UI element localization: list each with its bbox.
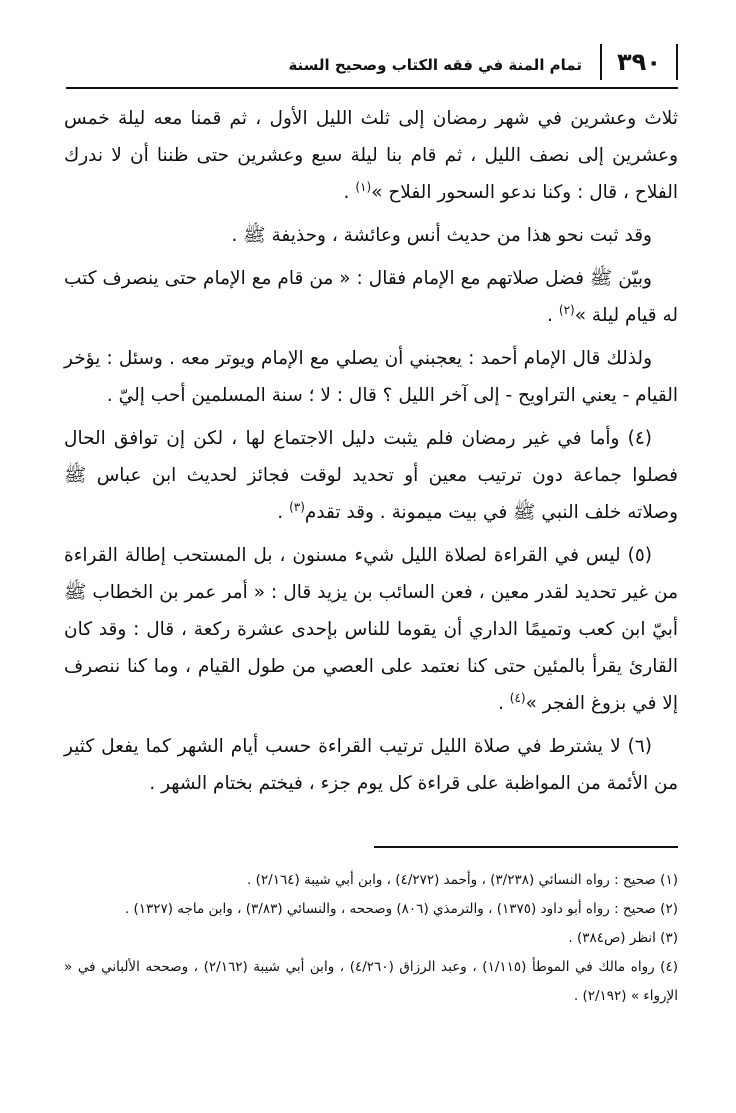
paragraph-1-text: ثلاث وعشرين في شهر رمضان إلى ثلث الليل الأول ، ثم قمنا معه ليلة خمس وعشرين إلى نصف الليل ، ثم قام بنا ليلة سبع وعشرين حتى ظننا أن لا ندرك الفلاح ، قال : وكنا ندعو السحور الفلاح » [64, 108, 678, 203]
paragraph-5 [64, 420, 678, 531]
footnote-3: (٣) انظر (ص٣٨٤) . [568, 930, 678, 946]
main-text [64, 100, 678, 808]
paragraph-5-end: . [277, 502, 290, 523]
paragraph-6-text: (٥) ليس في القراءة لصلاة الليل شيء مسنون ، بل المستحب إطالة القراءة من غير تحديد لقدر معين ، فعن السائب بن يزيد قال : « أمر عمر بن الخطاب ﷺ أبيّ ابن كعب وتميمًا الداري أن يقوما للناس بإحدى عشرة ركعة ، قال : وقد كان القارئ يقرأ بالمئين حتى كنا نعتمد على العصي من طول القيام ، وما كنا ننصرف إلا في بزوغ الفجر » [64, 545, 678, 714]
footnote-1: (١) صحيح : رواه النسائي (٣/٢٣٨) ، وأحمد (٤/٢٧٢) ، وابن أبي شيبة (٢/١٦٤) . [247, 872, 678, 888]
paragraph-2-text: وقد ثبت نحو هذا من حديث أنس وعائشة ، وحذيفة ﷺ . [231, 225, 652, 246]
footnote-ref-4: (٤) [509, 690, 526, 705]
footnote-ref-2: (٢) [558, 302, 575, 317]
footnote-2: (٢) صحيح : رواه أبو داود (١٣٧٥) ، والترمذي (٨٠٦) وصححه ، والنسائي (٣/٨٣) ، وابن ماجه (١٣٢٧) . [124, 901, 678, 917]
paragraph-1-end: . [343, 182, 356, 203]
paragraph-7 [64, 728, 678, 802]
header-rule [66, 87, 678, 89]
paragraph-2 [64, 217, 678, 254]
paragraph-1 [64, 100, 678, 211]
running-title: تمام المنة في فقه الكتاب وصحيح السنة [288, 56, 582, 74]
page-number: ٣٩٠ [600, 44, 678, 80]
paragraph-6 [64, 537, 678, 722]
paragraph-3-text: وبيّن ﷺ فضل صلاتهم مع الإمام فقال : « من قام مع الإمام حتى ينصرف كتب له قيام ليلة » [64, 268, 678, 326]
footnote-rule [374, 846, 678, 848]
paragraph-4-text: ولذلك قال الإمام أحمد : يعجبني أن يصلي مع الإمام ويوتر معه . وسئل : يؤخر القيام - يعني التراويح - إلى آخر الليل ؟ قال : لا ؛ سنة المسلمين أحب إليّ . [64, 348, 678, 406]
page-header [66, 40, 678, 96]
paragraph-6-end: . [497, 693, 510, 714]
paragraph-3-end: . [547, 305, 559, 326]
paragraph-7-text: (٦) لا يشترط في صلاة الليل ترتيب القراءة حسب أيام الشهر كما يفعل كثير من الأئمة من المواظبة على قراءة كل يوم جزء ، فيختم بختام الشهر . [64, 736, 678, 794]
footnotes [64, 866, 678, 1011]
paragraph-5-text: (٤) وأما في غير رمضان فلم يثبت دليل الاجتماع لها ، لكن إن توافق الحال فصلوا جماعة دون ترتيب معين أو تحديد لوقت فجائز لحديث ابن عباس ﷺ وصلاته خلف النبي ﷺ في بيت ميمونة . وقد تقدم [64, 428, 678, 523]
paragraph-3 [64, 260, 678, 334]
footnote-ref-3: (٣) [289, 499, 305, 514]
footnote-ref-1: (١) [355, 179, 372, 194]
footnote-4: (٤) رواه مالك في الموطأ (١/١١٥) ، وعبد الرزاق (٤/٢٦٠) ، وابن أبي شيبة (٢/١٦٢) ، وصححه الألباني في « الإرواء » (٢/١٩٢) . [64, 959, 678, 1004]
paragraph-4 [64, 340, 678, 414]
